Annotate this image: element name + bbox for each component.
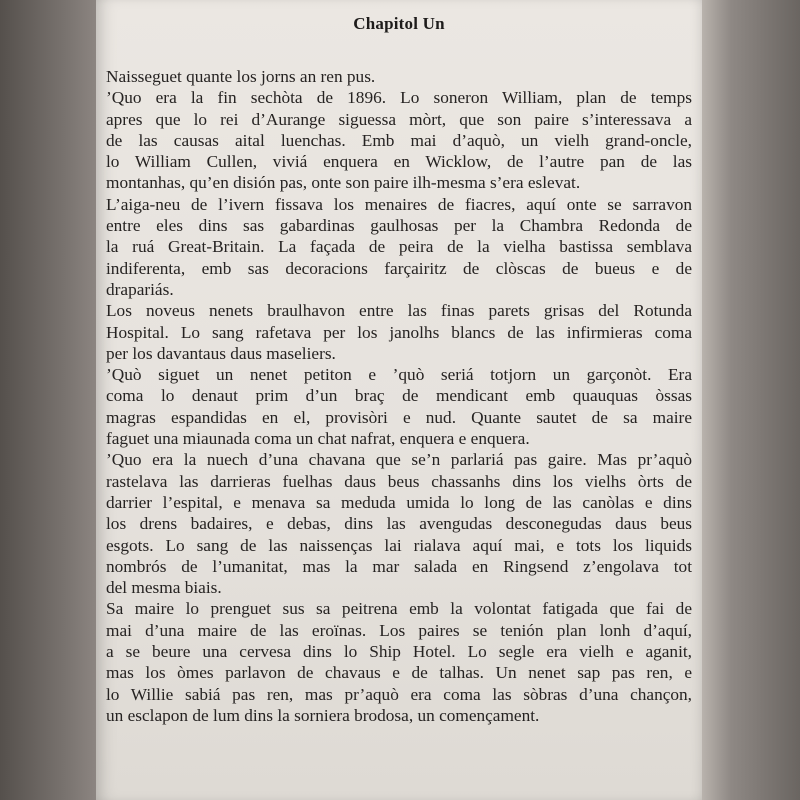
text-line: coma lo denaut prim d’un braç de mendicant emb quauquas òssas <box>106 386 692 406</box>
text-line: esgots. Lo sang de las naissenças lai rialava aquí mai, e tots los liquids <box>106 535 692 555</box>
text-line: ’Quò siguet un nenet petiton e ’quò seriá totjorn un garçonòt. Era <box>106 365 692 385</box>
background-surface-right <box>702 0 800 800</box>
text-line: Hospital. Lo sang rafetava per los janolhs blancs de las infirmieras coma <box>106 322 692 342</box>
text-line: ’Quo era la nuech d’una chavana que se’n parlariá pas gaire. Mas pr’aquò <box>106 450 692 470</box>
book-page <box>96 0 702 800</box>
text-line: apres que lo rei d’Aurange siguessa mòrt, que son paire s’interessava a <box>106 109 692 129</box>
text-line: rastelava las darrieras fuelhas daus beus chassanhs dins los vielhs òrts de <box>106 471 692 491</box>
text-line: mai d’una maire de las eroïnas. Los paires se tenión plan lonh d’aquí, <box>106 620 692 640</box>
text-line: lo Willie sabiá pas ren, mas pr’aquò era coma las sòbras d’una chançon, <box>106 684 692 704</box>
text-line: Sa maire lo prenguet sus sa peitrena emb la volontat fatigada que fai de <box>106 599 692 619</box>
background-surface-left <box>0 0 96 800</box>
text-line: a se beure una cervesa dins lo Ship Hotel. Lo segle era vielh e aganit, <box>106 642 692 662</box>
text-line: darrier l’espital, e menava sa meduda umida lo long de las canòlas e dins <box>106 492 692 512</box>
text-line: de las causas aital luenchas. Emb mai d’aquò, un vielh grand-oncle, <box>106 130 692 150</box>
body-text <box>106 66 692 726</box>
text-line: mas los òmes parlavon de chavaus e de talhas. Un nenet sap pas ren, e <box>106 663 692 683</box>
text-line: L’aiga-neu de l’ivern fissava los menaires de fiacres, aquí onte se sarravon <box>106 194 692 214</box>
text-line: la ruá Great-Britain. La façada de peira de la vielha bastissa semblava <box>106 237 692 257</box>
text-line: nombrós de l’umanitat, mas la mar salada en Ringsend z’engolava tot <box>106 556 692 576</box>
text-line: indiferenta, emb sas decoracions farçairitz de clòscas de bueus e de <box>106 258 692 278</box>
text-line: ’Quo era la fin sechòta de 1896. Lo soneron William, plan de temps <box>106 88 692 108</box>
text-line: drapariás. <box>106 279 174 299</box>
text-line: montanhas, qu’en disión pas, onte son paire ilh-mesma s’era eslevat. <box>106 173 581 193</box>
text-line: los drens badaires, e debas, dins las avengudas desconegudas daus beus <box>106 514 692 534</box>
text-line: un esclapon de lum dins la sorniera brodosa, un començament. <box>106 705 540 725</box>
text-line: lo William Cullen, viviá enquera en Wicklow, de l’autre pan de las <box>106 152 692 172</box>
chapter-title: Chapitol Un <box>353 14 445 33</box>
text-line: Naisseguet quante los jorns an ren pus. <box>106 67 376 86</box>
text-line: per los davantaus daus maseliers. <box>106 343 336 363</box>
text-line: faguet una miaunada coma un chat nafrat, enquera e enquera. <box>106 429 530 449</box>
text-line: magras espandidas en el, provisòri e nud. Quante sautet de sa maire <box>106 407 692 427</box>
text-line: entre eles dins sas gabardinas gaulhosas per la Chambra Redonda de <box>106 216 692 236</box>
text-line: del mesma biais. <box>106 578 222 598</box>
text-line: Los noveus nenets braulhavon entre las finas parets grisas del Rotunda <box>106 301 692 321</box>
